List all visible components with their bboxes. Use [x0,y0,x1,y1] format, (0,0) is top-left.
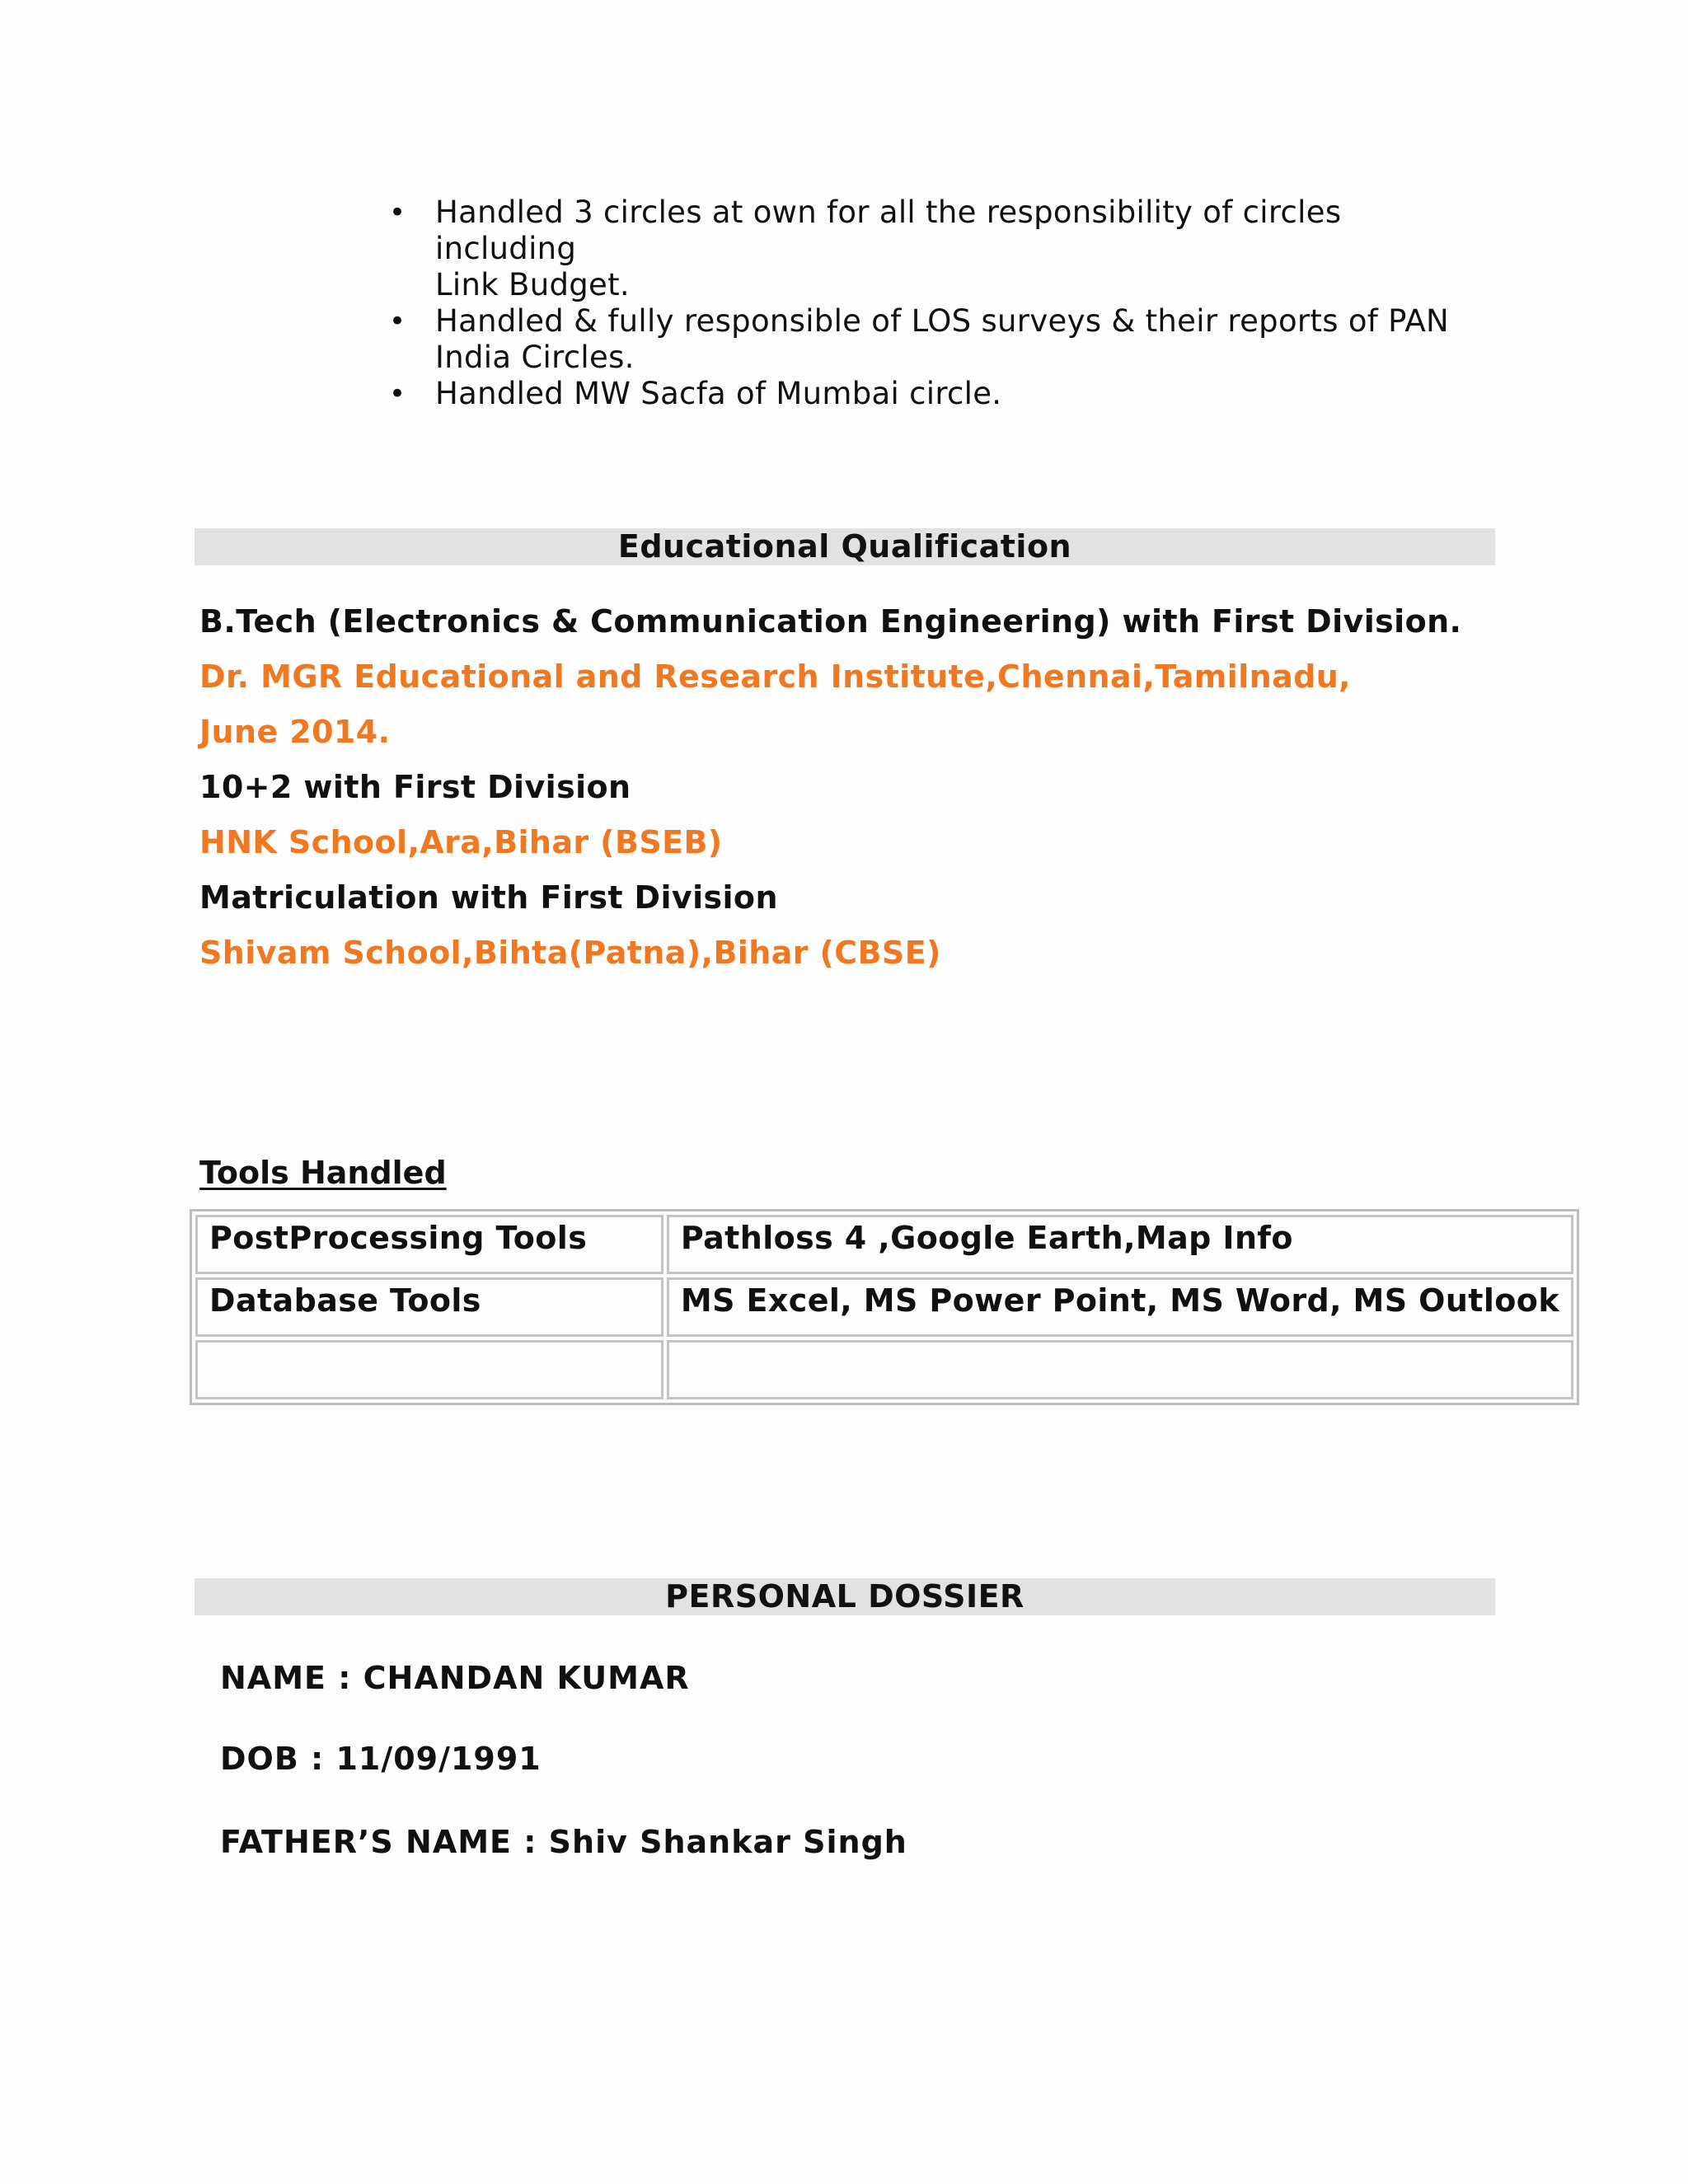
tools-table [190,1209,1579,1405]
matric-line: Matriculation with First Division [199,879,778,916]
hsc-line: 10+2 with First Division [199,769,631,805]
list-item [386,194,1474,303]
bullet-text-line: Link Budget. [435,267,630,302]
personal-father-name: FATHER’S NAME : Shiv Shankar Singh [220,1824,907,1860]
table-cell-category: Database Tools [195,1277,663,1337]
matric-school-line: Shivam School,Bihta(Patna),Bihar (CBSE) [199,935,941,971]
bullet-text-line: Handled 3 circles at own for all the responsibility of circles including [435,194,1342,266]
table-cell-category: PostProcessing Tools [195,1215,663,1274]
table-row [195,1277,1573,1337]
list-item [386,376,1474,412]
bullet-icon: • [389,305,406,338]
personal-dob: DOB : 11/09/1991 [220,1741,542,1777]
table-cell-items: Pathloss 4 ,Google Earth,Map Info [667,1215,1573,1274]
list-item [386,303,1474,376]
bullet-text-line: India Circles. [435,340,635,375]
table-row [195,1215,1573,1274]
table-row [195,1340,1573,1399]
education-section-header: Educational Qualification [195,528,1495,565]
graduation-date: June 2014. [199,714,391,750]
degree-line: B.Tech (Electronics & Communication Engineering) with First Division. [199,603,1462,640]
institute-line: Dr. MGR Educational and Research Institute,Chennai,Tamilnadu, [199,658,1352,695]
table-cell-items [667,1340,1573,1399]
personal-section-header: PERSONAL DOSSIER [195,1578,1495,1615]
table-cell-category [195,1340,663,1399]
hsc-school-line: HNK School,Ara,Bihar (BSEB) [199,824,723,860]
bullet-text-line: Handled MW Sacfa of Mumbai circle. [435,376,1002,411]
bullet-icon: • [389,196,406,229]
tools-section-title: Tools Handled [199,1155,447,1191]
personal-name: NAME : CHANDAN KUMAR [220,1660,690,1696]
experience-bullet-list [386,194,1474,412]
bullet-text-line: Handled & fully responsible of LOS surveys & their reports of PAN [435,303,1450,339]
table-cell-items: MS Excel, MS Power Point, MS Word, MS Outlook [667,1277,1573,1337]
bullet-icon: • [389,377,406,410]
